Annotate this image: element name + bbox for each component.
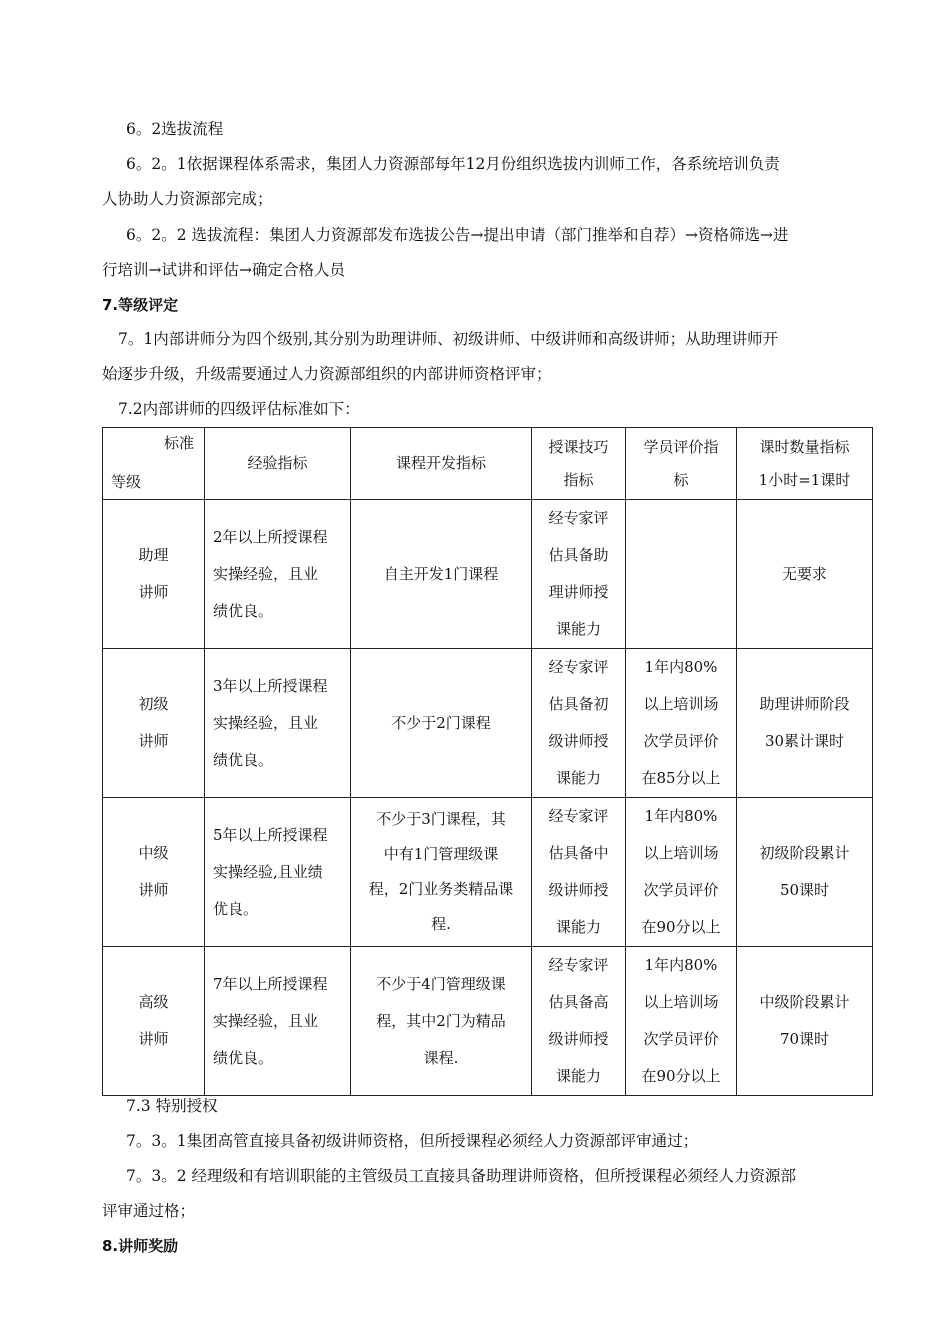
row-hours: 无要求 [737,500,873,649]
paragraph-7-3-1: 7。3。1集团高管直接具备初级讲师资格，但所授课程必须经人力资源部评审通过； [126,1132,699,1150]
paragraph-6-2-2-line1: 6。2。2 选拔流程：集团人力资源部发布选拔公告→提出申请（部门推举和自荐）→资格筛选→进 [126,226,789,244]
row-experience: 3年以上所授课程 实操经验，且业 绩优良。 [205,649,351,798]
row-student-eval: 1年内80% 以上培训场 次学员评价 在85分以上 [626,649,737,798]
paragraph-7-2: 7.2内部讲师的四级评估标准如下： [118,400,360,418]
row-level: 初级 讲师 [103,649,205,798]
table-row [103,947,873,1096]
row-course-dev: 不少于2门课程 [351,649,532,798]
header-experience: 经验指标 [205,428,351,500]
header-course-dev: 课程开发指标 [351,428,532,500]
row-experience: 2年以上所授课程 实操经验，且业 绩优良。 [205,500,351,649]
header-skill: 授课技巧 指标 [532,428,626,500]
table-row [103,798,873,947]
header-corner-cell [103,428,205,500]
paragraph-6-2-1-line1: 6。2。1依据课程体系需求，集团人力资源部每年12月份组织选拔内训师工作，各系统培训负责 [126,155,780,173]
row-course-dev: 自主开发1门课程 [351,500,532,649]
header-student-eval: 学员评价指 标 [626,428,737,500]
paragraph-7-1-line2: 始逐步升级，升级需要通过人力资源部组织的内部讲师资格评审； [102,365,552,383]
row-level: 中级 讲师 [103,798,205,947]
row-course-dev: 不少于4门管理级课 程，其中2门为精品 课程. [351,947,532,1096]
row-student-eval: 1年内80% 以上培训场 次学员评价 在90分以上 [626,798,737,947]
row-skill: 经专家评 估具备中 级讲师授 课能力 [532,798,626,947]
header-corner-level: 等级 [111,473,142,491]
row-student-eval [626,500,737,649]
row-hours: 中级阶段累计 70课时 [737,947,873,1096]
paragraph-6-2-2-line2: 行培训→试讲和评估→确定合格人员 [102,261,345,279]
paragraph-7-3-2-line1: 7。3。2 经理级和有培训职能的主管级员工直接具备助理讲师资格，但所授课程必须经人力资源部 [126,1167,797,1185]
header-hours: 课时数量指标 1小时=1课时 [737,428,873,500]
section-6-2-heading: 6。2选拔流程 [126,120,224,138]
section-7-3-heading: 7.3 特别授权 [126,1097,218,1115]
row-experience: 5年以上所授课程 实操经验,且业绩 优良。 [205,798,351,947]
row-skill: 经专家评 估具备初 级讲师授 课能力 [532,649,626,798]
row-skill: 经专家评 估具备高 级讲师授 课能力 [532,947,626,1096]
row-hours: 初级阶段累计 50课时 [737,798,873,947]
lecturer-evaluation-table [102,427,873,1096]
paragraph-7-1-line1: 7。1内部讲师分为四个级别,其分别为助理讲师、初级讲师、中级讲师和高级讲师；从助理讲师开 [118,330,779,348]
table-header-row [103,428,873,500]
paragraph-7-3-2-line2: 评审通过格； [102,1202,196,1220]
section-8-heading: 8.讲师奖励 [102,1237,179,1255]
row-level: 助理 讲师 [103,500,205,649]
row-hours: 助理讲师阶段 30累计课时 [737,649,873,798]
header-corner-standard: 标准 [163,434,194,452]
section-7-heading: 7.等级评定 [102,296,179,314]
paragraph-6-2-1-line2: 人协助人力资源部完成； [102,190,273,208]
row-experience: 7年以上所授课程 实操经验，且业 绩优良。 [205,947,351,1096]
table-row [103,649,873,798]
row-course-dev: 不少于3门课程，其 中有1门管理级课 程，2门业务类精品课 程. [351,798,532,947]
row-level: 高级 讲师 [103,947,205,1096]
row-student-eval: 1年内80% 以上培训场 次学员评价 在90分以上 [626,947,737,1096]
row-skill: 经专家评 估具备助 理讲师授 课能力 [532,500,626,649]
table-row [103,500,873,649]
